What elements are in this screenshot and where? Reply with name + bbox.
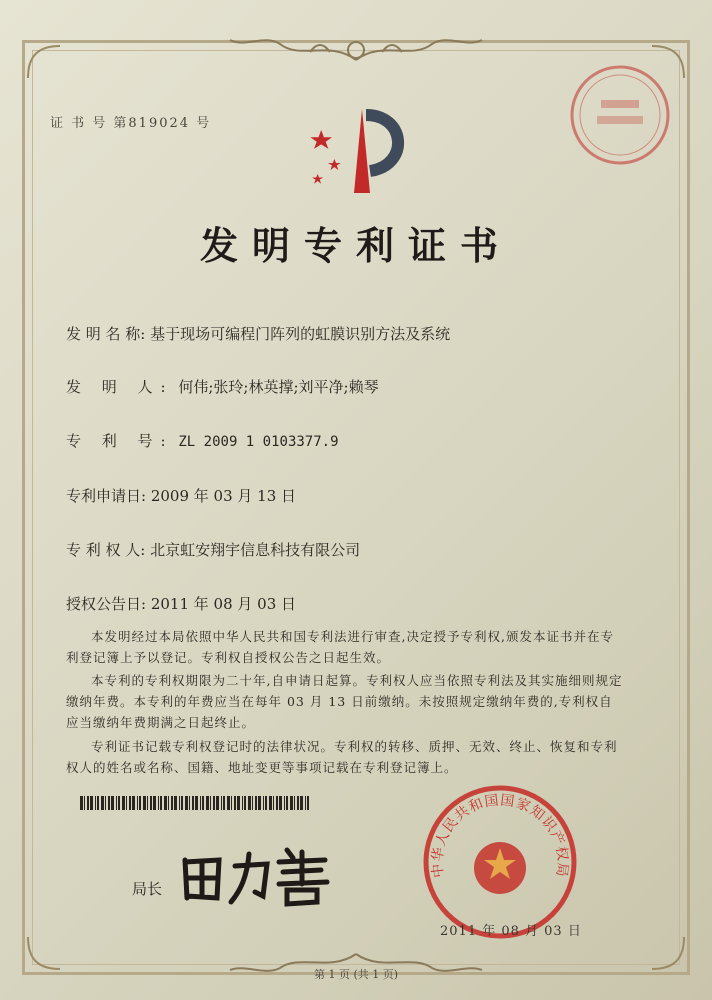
- inventor-row: [66, 376, 379, 397]
- barcode-bar: [269, 796, 272, 810]
- patent-number-row: [66, 430, 339, 451]
- small-seal-icon: [565, 60, 675, 170]
- barcode-bar: [255, 796, 257, 810]
- barcode-bar: [97, 796, 99, 810]
- barcode-bar: [189, 796, 190, 810]
- barcode-bar: [84, 796, 85, 810]
- barcode-bar: [174, 796, 177, 810]
- barcode-bar: [221, 796, 222, 810]
- patentee-row: [66, 539, 360, 560]
- barcode-bar: [244, 796, 246, 810]
- barcode-bar: [122, 796, 125, 810]
- inventor-value: 何伟;张玲;林英撑;刘平净;赖琴: [178, 378, 379, 396]
- barcode-bar: [153, 796, 156, 810]
- barcode-bar: [118, 796, 120, 810]
- barcode-bar: [227, 796, 230, 810]
- barcode-bar: [95, 796, 96, 810]
- barcode-bar: [137, 796, 138, 810]
- barcode-bar: [143, 796, 146, 810]
- patentee-value: 北京虹安翔宇信息科技有限公司: [150, 541, 361, 559]
- barcode-bar: [80, 796, 83, 810]
- barcode-bar: [132, 796, 135, 810]
- barcode-bar: [164, 796, 167, 810]
- barcode-bar: [105, 796, 106, 810]
- barcode-bar: [160, 796, 162, 810]
- page-footer: 第 1 页 (共 1 页): [313, 968, 399, 981]
- barcode-bar: [237, 796, 240, 810]
- barcode-bar: [284, 796, 285, 810]
- grant-date-label: 授权公告日:: [66, 595, 147, 613]
- barcode-bar: [279, 796, 282, 810]
- barcode-bar: [147, 796, 148, 810]
- barcode-bar: [179, 796, 180, 810]
- body-paragraph: 本发明经过本局依照中华人民共和国专利法进行审查,决定授予专利权,颁发本证书并在专利登记簿上予以登记。专利权自授权公告之日起生效。: [66, 629, 614, 665]
- barcode-bar: [202, 796, 204, 810]
- barcode-bar: [90, 796, 93, 810]
- application-date-row: [66, 485, 296, 506]
- barcode-bar: [195, 796, 198, 810]
- barcode-bar: [223, 796, 225, 810]
- barcode-bar: [111, 796, 114, 810]
- barcode-bar: [171, 796, 173, 810]
- seal-text: 中华人民共和国国家知识产权局: [429, 792, 571, 879]
- barcode-bar: [216, 796, 219, 810]
- patent-number-value: ZL 2009 1 0103377.9: [178, 434, 339, 450]
- barcode-bar: [242, 796, 243, 810]
- barcode-bar: [126, 796, 127, 810]
- barcode-bar: [213, 796, 215, 810]
- barcode-bar: [297, 796, 299, 810]
- barcode-bar: [139, 796, 141, 810]
- top-ornament-icon: [210, 30, 502, 66]
- barcode-bar: [116, 796, 117, 810]
- barcode-bar: [307, 796, 309, 810]
- certificate-number: 证 书 号 第819024 号: [50, 116, 212, 131]
- barcode-bar: [286, 796, 288, 810]
- grant-date-row: [66, 593, 296, 614]
- barcode-bar: [290, 796, 293, 810]
- barcode-bar: [200, 796, 201, 810]
- invention-name-row: [66, 323, 450, 344]
- barcode-bar: [252, 796, 253, 810]
- barcode-bar: [273, 796, 274, 810]
- barcode-bar: [210, 796, 211, 810]
- barcode-bar: [265, 796, 267, 810]
- barcode-bar: [192, 796, 194, 810]
- invention-name-label: 发 明 名 称:: [66, 325, 146, 343]
- barcode-bar: [150, 796, 152, 810]
- office-seal-icon: [420, 782, 580, 942]
- barcode-bar: [248, 796, 251, 810]
- body-paragraph: 专利证书记载专利权登记时的法律状况。专利权的转移、质押、无效、终止、恢复和专利权人的姓名或名称、国籍、地址变更等事项记载在专利登记簿上。: [66, 739, 618, 775]
- inventor-label: 发 明 人:: [66, 378, 174, 396]
- barcode-bar: [231, 796, 232, 810]
- barcode-bar: [276, 796, 278, 810]
- barcode-bar: [206, 796, 209, 810]
- barcode-bar: [305, 796, 306, 810]
- application-date-value: 2009 年 03 月 13 日: [150, 487, 297, 505]
- barcode-bar: [234, 796, 236, 810]
- corner-ornament-icon: [24, 42, 64, 82]
- patentee-label: 专 利 权 人:: [66, 541, 146, 559]
- seal-date: 2011 年 08 月 03 日: [440, 924, 582, 939]
- barcode-bar: [108, 796, 110, 810]
- barcode-bar: [300, 796, 303, 810]
- barcode-bar: [263, 796, 264, 810]
- barcode-bar: [185, 796, 188, 810]
- application-date-label: 专利申请日:: [66, 487, 147, 505]
- body-paragraph: 本专利的专利权期限为二十年,自申请日起算。专利权人应当依照专利法及其实施细则规定缴纳年费。本专利的年费应当在每年 03 月 13 日前缴纳。未按照规定缴纳年费的,专利权自应当缴纳年费期满之日起终止。: [66, 673, 623, 730]
- director-label: 局长: [132, 880, 163, 898]
- grant-date-value: 2011 年 08 月 03 日: [150, 595, 297, 613]
- barcode-bar: [258, 796, 261, 810]
- barcode-bar: [87, 796, 89, 810]
- director-signature-icon: [175, 840, 335, 910]
- barcode-bar: [101, 796, 104, 810]
- patent-office-logo-icon: [310, 105, 414, 195]
- barcode-bar: [168, 796, 169, 810]
- barcode-bar: [181, 796, 183, 810]
- barcode-icon: [80, 796, 310, 810]
- barcode-bar: [158, 796, 159, 810]
- invention-name-value: 基于现场可编程门阵列的虹膜识别方法及系统: [150, 325, 451, 343]
- patent-number-label: 专 利 号:: [66, 432, 174, 450]
- barcode-bar: [294, 796, 295, 810]
- certificate-title: 发明专利证书: [199, 223, 512, 268]
- barcode-bar: [129, 796, 131, 810]
